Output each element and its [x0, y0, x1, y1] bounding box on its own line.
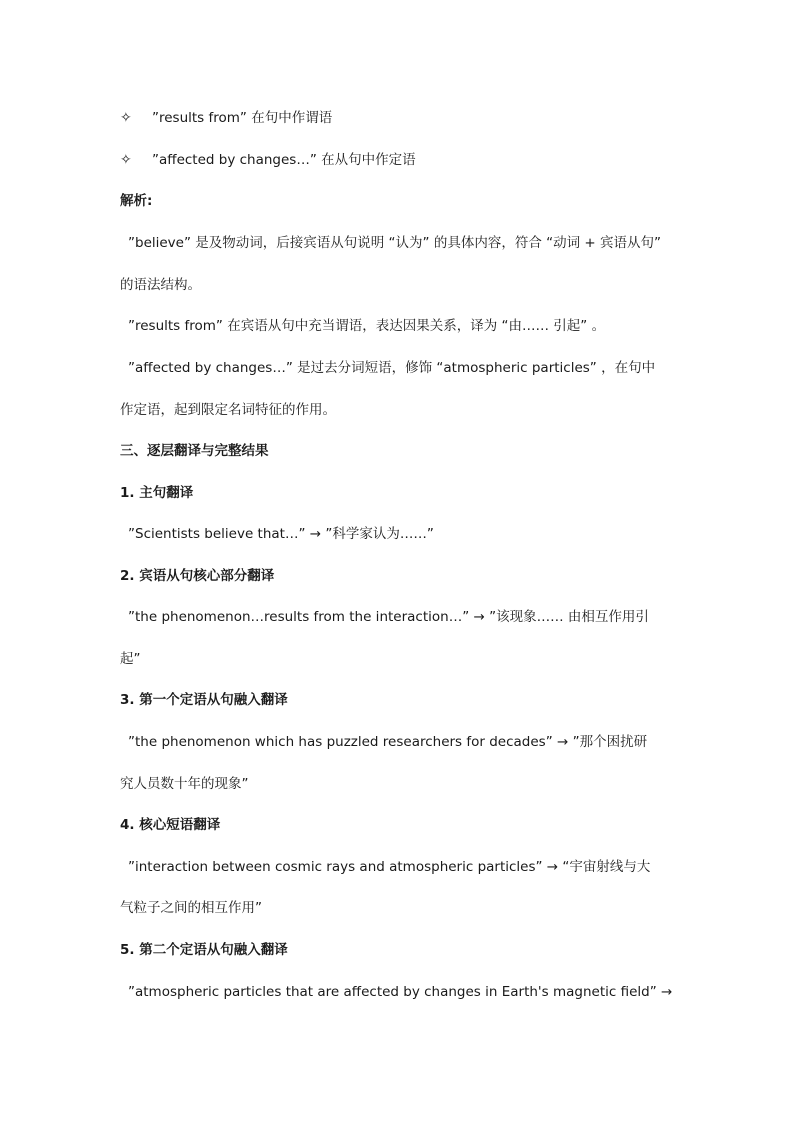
analysis-heading: 解析: — [120, 193, 153, 209]
analysis-paragraph-line: 的语法结构。 — [120, 277, 201, 293]
item-translation-line: 起” — [120, 651, 141, 667]
section-heading: 三、逐层翻译与完整结果 — [120, 443, 269, 459]
bullet-text: ”affected by changes…” 在从句中作定语 — [152, 152, 416, 168]
bullet-item — [120, 109, 680, 127]
diamond-star-icon: ✧ — [120, 152, 132, 168]
item-heading: 5. 第二个定语从句融入翻译 — [120, 942, 288, 958]
analysis-paragraph-line: ”results from” 在宾语从句中充当谓语，表达因果关系，译为 “由…… 引起” 。 — [128, 318, 606, 334]
bullet-text: ”results from” 在句中作谓语 — [152, 110, 333, 126]
item-translation-line: ”the phenomenon…results from the interaction…” → ”该现象…… 由相互作用引 — [128, 609, 649, 625]
item-heading: 4. 核心短语翻译 — [120, 817, 221, 833]
item-translation-line: 究人员数十年的现象” — [120, 776, 249, 792]
item-translation-line: ”interaction between cosmic rays and atmospheric particles” → “宇宙射线与大 — [128, 859, 651, 875]
item-translation-line: ”the phenomenon which has puzzled researchers for decades” → ”那个困扰研 — [128, 734, 648, 750]
item-heading: 3. 第一个定语从句融入翻译 — [120, 692, 288, 708]
item-heading: 1. 主句翻译 — [120, 485, 194, 501]
item-translation-line: ”atmospheric particles that are affected by changes in Earth's magnetic field” → — [128, 984, 673, 1000]
diamond-star-icon: ✧ — [120, 110, 132, 126]
item-translation-line: ”Scientists believe that…” → ”科学家认为……” — [128, 526, 434, 542]
analysis-paragraph-line: 作定语，起到限定名词特征的作用。 — [120, 402, 336, 418]
item-heading: 2. 宾语从句核心部分翻译 — [120, 568, 275, 584]
analysis-paragraph-line: ”believe” 是及物动词，后接宾语从句说明 “认为” 的具体内容，符合 “动词 + 宾语从句” — [128, 235, 661, 251]
bullet-item — [120, 151, 680, 169]
item-translation-line: 气粒子之间的相互作用” — [120, 900, 262, 916]
analysis-paragraph-line: ”affected by changes…” 是过去分词短语，修饰 “atmospheric particles” ，在句中 — [128, 360, 656, 376]
